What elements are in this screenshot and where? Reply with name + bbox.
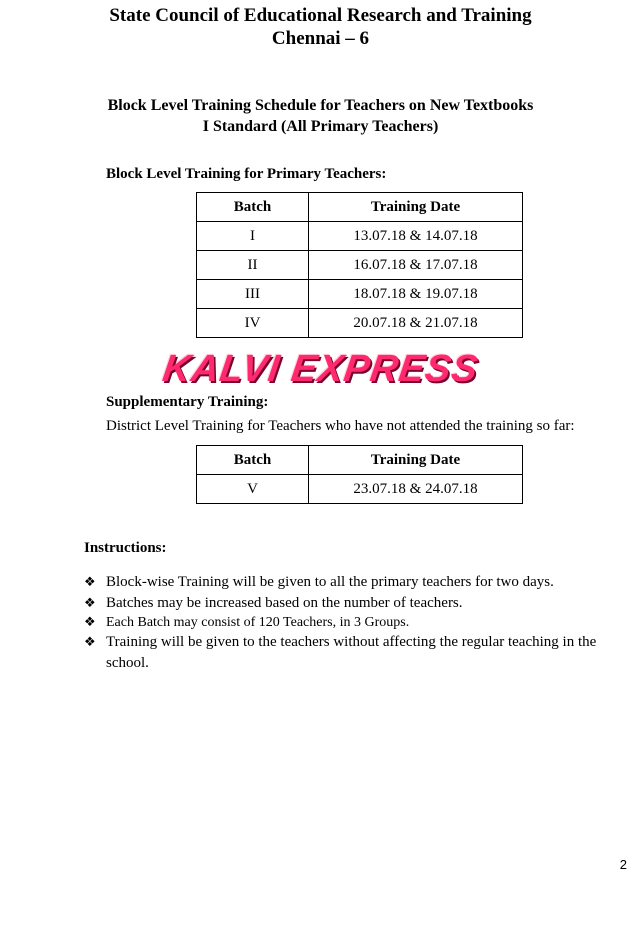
batch-cell: V [197,475,309,504]
diamond-bullet-icon: ❖ [84,615,96,630]
supplementary-training-table [196,445,523,504]
instruction-text: Each Batch may consist of 120 Teachers, in 3 Groups. [106,615,410,630]
batch-cell: I [197,222,309,251]
date-cell: 18.07.18 & 19.07.18 [309,280,523,309]
batch-cell: III [197,280,309,309]
instructions-list [84,572,624,674]
org-location: Chennai – 6 [271,28,370,49]
date-cell: 13.07.18 & 14.07.18 [309,222,523,251]
table-row [197,309,523,338]
instruction-text: Training will be given to the teachers without affecting the regular teaching in the school. [106,634,597,671]
table-row [197,280,523,309]
list-item [84,614,624,632]
instructions-heading: Instructions: [84,540,167,556]
table-header-row [197,193,523,222]
column-header-batch: Batch [197,193,309,222]
batch-cell: IV [197,309,309,338]
date-cell: 23.07.18 & 24.07.18 [309,475,523,504]
page-number: 2 [619,857,627,872]
kalvi-express-watermark: KALVI EXPRESS [160,348,482,390]
block-training-heading: Block Level Training for Primary Teachers: [106,166,387,182]
org-name: State Council of Educational Research and Training [109,5,532,26]
column-header-training-date: Training Date [309,446,523,475]
table-row [197,222,523,251]
diamond-bullet-icon: ❖ [84,596,96,611]
diamond-bullet-icon: ❖ [84,575,96,590]
instruction-text: Block-wise Training will be given to all the primary teachers for two days. [106,574,554,590]
list-item [84,632,624,674]
date-cell: 20.07.18 & 21.07.18 [309,309,523,338]
supplementary-description: District Level Training for Teachers who have not attended the training so far: [106,418,575,434]
supplementary-heading: Supplementary Training: [106,394,269,410]
column-header-batch: Batch [197,446,309,475]
schedule-title: Block Level Training Schedule for Teachers on New Textbooks [107,97,534,114]
table-header-row [197,446,523,475]
table-row [197,251,523,280]
list-item [84,572,624,593]
table-row [197,475,523,504]
list-item [84,593,624,614]
schedule-subtitle: I Standard (All Primary Teachers) [202,118,439,135]
date-cell: 16.07.18 & 17.07.18 [309,251,523,280]
instruction-text: Batches may be increased based on the number of teachers. [106,595,463,611]
block-training-table [196,192,523,338]
diamond-bullet-icon: ❖ [84,635,96,650]
batch-cell: II [197,251,309,280]
column-header-training-date: Training Date [309,193,523,222]
